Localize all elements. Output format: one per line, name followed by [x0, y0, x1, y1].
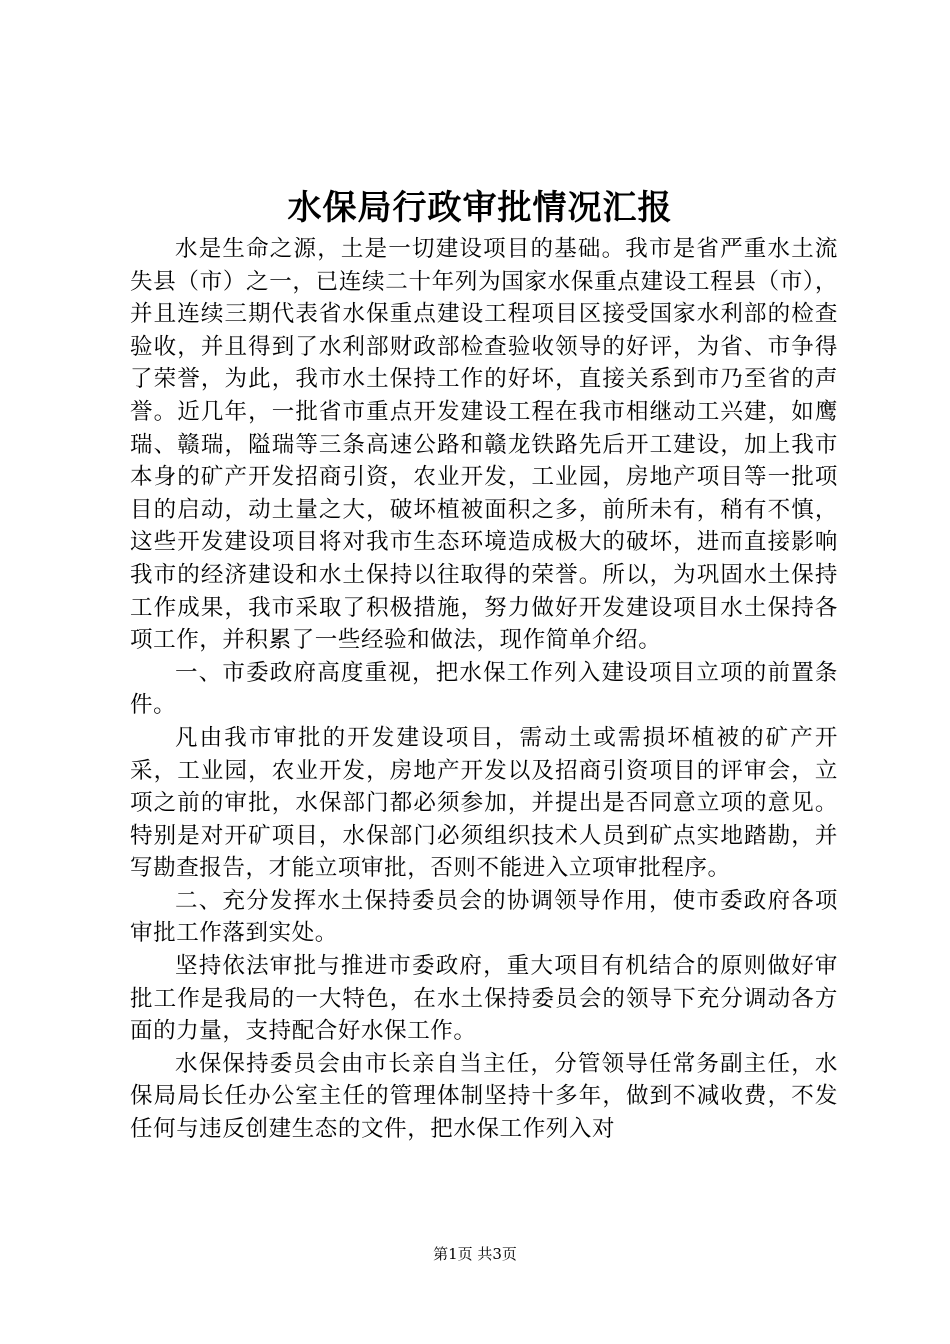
- document-body: [130, 233, 838, 1146]
- paragraph-section-1: 凡由我市审批的开发建设项目，需动土或需损坏植被的矿产开采，工业园，农业开发，房地产开发以及招商引资项目的评审会，立项之前的审批，水保部门都必须参加，并提出是否同意立项的意见。特别是对开矿项目，水保部门必须组织技术人员到矿点实地踏勘，并写勘查报告，才能立项审批，否则不能进入立项审批程序。: [130, 724, 838, 882]
- paragraph-section-2-a: 坚持依法审批与推进市委政府，重大项目有机结合的原则做好审批工作是我局的一大特色，在水土保持委员会的领导下充分调动各方面的力量，支持配合好水保工作。: [130, 953, 838, 1045]
- paragraph-intro: 水是生命之源，土是一切建设项目的基础。我市是省严重水土流失县（市）之一，已连续二十年列为国家水保重点建设工程县（市），并且连续三期代表省水保重点建设工程项目区接受国家水利部的检查验收，并且得到了水利部财政部检查验收领导的好评，为省、市争得了荣誉，为此，我市水土保持工作的好坏，直接关系到市乃至省的声誉。近几年，一批省市重点开发建设工程在我市相继动工兴建，如鹰瑞、赣瑞，隘瑞等三条高速公路和赣龙铁路先后开工建设，加上我市本身的矿产开发招商引资，农业开发，工业园，房地产项目等一批项目的启动，动土量之大，破坏植被面积之多，前所未有，稍有不慎，这些开发建设项目将对我市生态环境造成极大的破坏，进而直接影响我市的经济建设和水土保持以往取得的荣誉。所以，为巩固水土保持工作成果，我市采取了积极措施，努力做好开发建设项目水土保持各项工作，并积累了一些经验和做法，现作简单介绍。: [130, 236, 838, 654]
- document-title: 水保局行政审批情况汇报: [287, 188, 673, 228]
- heading-section-2: 二、充分发挥水土保持委员会的协调领导作用，使市委政府各项审批工作落到实处。: [130, 887, 838, 947]
- heading-section-1: 一、市委政府高度重视，把水保工作列入建设项目立项的前置条件。: [130, 659, 838, 719]
- paragraph-section-2-b: 水保保持委员会由市长亲自当主任，分管领导任常务副主任，水保局局长任办公室主任的管理体制坚持十多年，做到不减收费，不发任何与违反创建生态的文件，把水保工作列入对: [130, 1050, 838, 1143]
- page-number-footer: 第1页 共3页: [433, 1245, 517, 1263]
